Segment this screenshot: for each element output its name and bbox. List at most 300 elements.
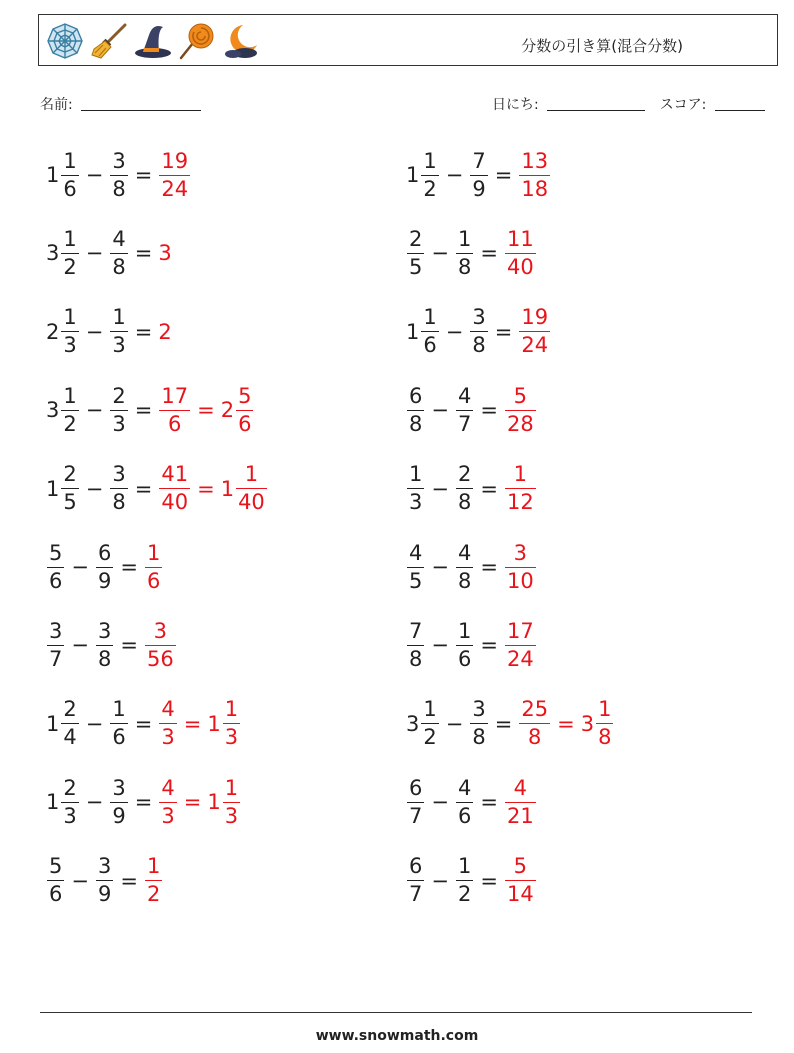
header-icons <box>45 21 261 61</box>
subtrahend-denominator: 9 <box>472 176 486 201</box>
answer-equals-sign: = <box>183 711 202 736</box>
subtrahend <box>109 148 128 201</box>
minuend-numerator: 5 <box>49 854 63 879</box>
page-title: 分数の引き算(混合分数) <box>521 37 683 55</box>
answer <box>518 148 551 201</box>
subtrahend-fraction <box>456 618 473 671</box>
answer-value-denominator: 12 <box>506 490 534 515</box>
subtrahend-denominator: 3 <box>112 411 126 436</box>
minuend-denominator: 5 <box>63 490 77 515</box>
subtrahend <box>109 307 128 356</box>
answer-value-fraction <box>145 618 176 671</box>
minus-sign: − <box>85 319 104 344</box>
answer-value-fraction <box>519 699 550 748</box>
subtrahend-fraction <box>456 775 473 828</box>
minuend-numerator: 5 <box>49 540 63 565</box>
minuend-fraction <box>407 856 424 905</box>
minus-sign: − <box>71 633 89 658</box>
subtrahend <box>455 775 474 828</box>
equals-sign: = <box>494 319 513 344</box>
equals-sign: = <box>134 163 153 187</box>
subtrahend-numerator: 4 <box>112 226 126 251</box>
answer-value-numerator: 1 <box>146 854 161 879</box>
equals-sign: = <box>134 711 153 736</box>
answer-value-numerator: 4 <box>513 775 528 800</box>
answer-value <box>504 383 537 436</box>
answer-mixed-fraction <box>596 699 613 748</box>
minuend-fraction <box>61 775 78 828</box>
header-box <box>38 14 778 66</box>
equals-sign: = <box>134 398 153 423</box>
problem-item <box>406 850 537 912</box>
minuend <box>406 856 425 905</box>
minuend <box>46 699 80 748</box>
equals-sign: = <box>480 241 498 266</box>
minuend-denominator: 6 <box>423 333 437 358</box>
answer-value <box>504 775 537 828</box>
answer-value <box>504 464 537 513</box>
subtrahend-denominator: 8 <box>472 725 486 750</box>
minus-sign: − <box>71 555 89 579</box>
date-blank[interactable] <box>547 109 645 111</box>
subtrahend-fraction <box>110 226 127 279</box>
score-blank[interactable] <box>715 109 765 111</box>
problem-item <box>46 771 241 833</box>
subtrahend <box>469 699 488 748</box>
minuend-denominator: 3 <box>63 803 77 828</box>
subtrahend-numerator: 3 <box>112 148 126 173</box>
answer-value-denominator: 3 <box>161 725 175 750</box>
answer-mixed-whole: 1 <box>207 790 221 815</box>
subtrahend <box>469 307 488 356</box>
answer-value <box>504 540 537 593</box>
answer-value-fraction <box>505 540 536 593</box>
minuend-numerator: 2 <box>63 775 77 800</box>
answer-value <box>158 320 172 344</box>
answer-equals-sign: = <box>557 711 575 736</box>
subtrahend <box>455 383 474 436</box>
minuend-whole: 1 <box>406 163 420 187</box>
minuend-denominator: 4 <box>63 725 77 750</box>
answer-value-fraction <box>159 383 190 436</box>
answer <box>158 699 241 748</box>
answer-value-numerator: 17 <box>161 383 189 408</box>
minus-sign: − <box>85 711 104 736</box>
subtrahend-numerator: 3 <box>472 697 486 722</box>
answer-value <box>504 226 537 279</box>
lollipop-icon <box>177 21 217 61</box>
answer-mixed <box>581 699 615 748</box>
minuend-denominator: 7 <box>409 882 423 907</box>
minuend-numerator: 6 <box>409 383 423 408</box>
minuend-numerator: 1 <box>63 148 77 173</box>
minuend-numerator: 1 <box>423 148 437 173</box>
minuend <box>406 226 425 279</box>
problem-item <box>406 458 537 520</box>
problem-item <box>406 614 537 676</box>
answer-value-denominator: 24 <box>161 176 189 201</box>
problem-item <box>406 301 551 363</box>
subtrahend-numerator: 3 <box>112 462 126 487</box>
answer-mixed-numerator: 1 <box>244 462 259 487</box>
answer-value-denominator: 8 <box>528 725 542 750</box>
minuend-fraction <box>421 148 438 201</box>
minuend-numerator: 1 <box>63 226 77 251</box>
subtrahend <box>109 775 128 828</box>
minuend-numerator: 4 <box>409 540 423 565</box>
subtrahend <box>109 226 128 279</box>
subtrahend-denominator: 8 <box>472 333 486 358</box>
answer-equals-sign: = <box>183 790 202 815</box>
minuend-whole: 3 <box>46 241 60 266</box>
answer-mixed-fraction <box>236 464 267 513</box>
answer-value <box>144 618 177 671</box>
name-blank[interactable] <box>81 109 201 111</box>
answer-value-denominator: 24 <box>506 646 534 671</box>
equals-sign: = <box>134 319 153 344</box>
minuend-whole: 1 <box>46 711 60 736</box>
minuend-whole: 3 <box>46 398 60 423</box>
answer-value-denominator: 10 <box>506 568 534 593</box>
minuend-denominator: 2 <box>423 176 437 201</box>
minuend-numerator: 2 <box>409 226 423 251</box>
subtrahend-fraction <box>456 383 473 436</box>
answer-value-denominator: 14 <box>506 882 534 907</box>
subtrahend-denominator: 7 <box>457 411 472 436</box>
answer-mixed-fraction <box>236 383 253 436</box>
answer-value-numerator: 25 <box>521 697 549 722</box>
answer-mixed-numerator: 1 <box>224 697 239 722</box>
problem-item <box>46 144 191 206</box>
answer <box>144 540 163 593</box>
minuend <box>406 383 425 436</box>
subtrahend-numerator: 4 <box>457 775 472 800</box>
problem-item <box>46 850 163 912</box>
minuend <box>46 148 80 201</box>
problem-item <box>406 771 537 833</box>
subtrahend-denominator: 9 <box>112 803 126 828</box>
subtrahend-fraction <box>110 383 127 436</box>
subtrahend-denominator: 9 <box>97 568 112 593</box>
problem-item <box>46 222 173 284</box>
subtrahend-denominator: 6 <box>112 725 126 750</box>
subtrahend-fraction <box>470 148 487 201</box>
answer-value-denominator: 56 <box>146 646 174 671</box>
minuend-denominator: 5 <box>409 568 423 593</box>
answer-mixed <box>220 383 255 436</box>
answer <box>518 699 614 748</box>
answer-mixed <box>207 775 241 828</box>
subtrahend <box>109 464 128 513</box>
subtrahend-denominator: 9 <box>97 882 112 907</box>
subtrahend-denominator: 8 <box>457 568 472 593</box>
witch-hat-icon <box>133 21 173 61</box>
subtrahend <box>95 540 114 593</box>
subtrahend-numerator: 1 <box>457 618 472 643</box>
answer-equals-sign: = <box>197 398 215 423</box>
answer-mixed-whole: 2 <box>220 398 235 423</box>
subtrahend-numerator: 3 <box>112 775 126 800</box>
answer-value-numerator: 5 <box>513 383 528 408</box>
minuend-numerator: 7 <box>409 618 423 643</box>
answer-value <box>144 856 163 905</box>
answer-value-fraction <box>145 540 162 593</box>
answer <box>158 148 191 201</box>
minuend <box>406 699 440 748</box>
name-field <box>40 94 201 114</box>
answer-value-fraction <box>159 464 190 513</box>
minuend <box>406 148 440 201</box>
minuend-denominator: 5 <box>409 254 423 279</box>
subtrahend-numerator: 3 <box>97 618 112 643</box>
minuend-fraction <box>47 540 64 593</box>
equals-sign: = <box>480 633 498 658</box>
minuend-denominator: 8 <box>409 646 423 671</box>
minuend-whole: 1 <box>46 790 60 815</box>
minuend <box>46 226 80 279</box>
subtrahend-fraction <box>456 464 473 513</box>
answer-value <box>518 148 551 201</box>
answer-value-denominator: 3 <box>161 803 175 828</box>
minus-sign: − <box>85 790 104 815</box>
answer <box>504 540 537 593</box>
subtrahend-numerator: 2 <box>112 383 126 408</box>
answer-value-numerator: 4 <box>161 697 175 722</box>
minus-sign: − <box>445 319 464 344</box>
subtrahend-numerator: 3 <box>472 305 486 330</box>
equals-sign: = <box>120 555 138 579</box>
subtrahend-denominator: 6 <box>457 803 472 828</box>
minuend-fraction <box>407 383 424 436</box>
subtrahend-fraction <box>470 699 487 748</box>
answer-mixed-whole: 1 <box>207 711 221 736</box>
answer-value-numerator: 5 <box>513 854 528 879</box>
answer-value-denominator: 21 <box>506 803 534 828</box>
subtrahend-fraction <box>470 307 487 356</box>
subtrahend-numerator: 1 <box>457 226 472 251</box>
minus-sign: − <box>431 555 449 579</box>
minuend-whole: 2 <box>46 319 60 344</box>
answer <box>158 320 172 344</box>
moon-icon <box>221 21 261 61</box>
name-label: 名前: <box>40 97 73 113</box>
problem-item <box>406 536 537 598</box>
subtrahend <box>95 856 114 905</box>
subtrahend-numerator: 7 <box>472 148 486 173</box>
subtrahend-fraction <box>456 856 473 905</box>
answer-value-fraction <box>159 148 190 201</box>
minuend <box>406 464 425 513</box>
answer-equals-sign: = <box>197 476 215 501</box>
minus-sign: − <box>71 868 89 893</box>
answer <box>504 618 537 671</box>
subtrahend-fraction <box>110 775 127 828</box>
problem-item <box>406 693 614 755</box>
minuend-numerator: 3 <box>49 618 63 643</box>
equals-sign: = <box>134 476 153 501</box>
subtrahend-fraction <box>110 148 127 201</box>
footer-site: www.snowmath.com <box>315 1028 479 1044</box>
minuend-whole: 1 <box>46 476 60 501</box>
answer-value-numerator: 3 <box>513 540 528 565</box>
date-label: 日にち: <box>492 97 539 113</box>
minuend-fraction <box>421 307 438 356</box>
answer-mixed-whole: 1 <box>220 476 235 501</box>
equals-sign: = <box>480 398 498 423</box>
answer-value-fraction <box>159 775 176 828</box>
subtrahend-fraction <box>96 540 113 593</box>
answer <box>144 856 163 905</box>
answer-value <box>158 775 177 828</box>
answer-value-whole: 3 <box>158 241 172 266</box>
answer-value-fraction <box>519 148 550 201</box>
answer-mixed-numerator: 5 <box>238 383 252 408</box>
minuend-fraction <box>61 226 78 279</box>
minuend-fraction <box>61 307 78 356</box>
subtrahend-denominator: 8 <box>112 176 126 201</box>
answer-mixed-whole: 3 <box>580 711 595 736</box>
answer-value-fraction <box>145 856 162 905</box>
minuend-numerator: 2 <box>63 462 77 487</box>
minuend <box>46 618 65 671</box>
answer-value-denominator: 18 <box>521 176 549 201</box>
minuend-numerator: 1 <box>63 305 77 330</box>
equals-sign: = <box>480 790 498 815</box>
problem-item <box>46 536 163 598</box>
minus-sign: − <box>445 163 464 187</box>
minuend <box>406 618 425 671</box>
answer-value-numerator: 19 <box>521 305 549 330</box>
answer-value-fraction <box>505 856 536 905</box>
minus-sign: − <box>431 868 449 893</box>
subtrahend-denominator: 3 <box>112 333 126 358</box>
equals-sign: = <box>480 555 498 579</box>
answer-value-numerator: 1 <box>513 462 528 487</box>
minuend-fraction <box>407 464 424 513</box>
minuend-denominator: 2 <box>423 725 437 750</box>
subtrahend-fraction <box>110 464 127 513</box>
minuend-fraction <box>407 540 424 593</box>
answer-value-denominator: 40 <box>161 490 189 515</box>
minuend-numerator: 6 <box>409 775 423 800</box>
minuend-fraction <box>47 618 64 671</box>
answer-value <box>144 540 163 593</box>
minuend-fraction <box>61 148 78 201</box>
minuend <box>46 856 65 905</box>
subtrahend-fraction <box>96 618 113 671</box>
answer-value <box>504 856 537 905</box>
answer <box>504 464 537 513</box>
answer-value-numerator: 11 <box>506 226 534 251</box>
subtrahend-numerator: 1 <box>112 697 126 722</box>
answer-value <box>158 241 172 265</box>
answer-value-denominator: 6 <box>146 568 161 593</box>
minuend <box>46 540 65 593</box>
equals-sign: = <box>134 790 153 815</box>
minus-sign: − <box>431 633 449 658</box>
subtrahend-denominator: 8 <box>457 490 472 515</box>
answer-value-fraction <box>505 618 536 671</box>
answer-value-numerator: 4 <box>161 775 175 800</box>
minuend-fraction <box>407 226 424 279</box>
problem-item <box>406 379 537 441</box>
subtrahend <box>109 383 128 436</box>
subtrahend-fraction <box>110 699 127 748</box>
answer <box>158 775 241 828</box>
answer-value-fraction <box>505 464 536 513</box>
minus-sign: − <box>431 476 449 501</box>
subtrahend-numerator: 4 <box>457 540 472 565</box>
subtrahend-denominator: 8 <box>112 490 126 515</box>
minuend <box>46 307 80 356</box>
answer-value <box>158 148 191 201</box>
subtrahend-fraction <box>456 540 473 593</box>
subtrahend <box>455 226 474 279</box>
problem-item <box>46 458 268 520</box>
subtrahend-denominator: 6 <box>457 646 472 671</box>
answer <box>158 383 254 436</box>
minuend-denominator: 3 <box>409 490 423 515</box>
minuend-fraction <box>407 775 424 828</box>
answer-value <box>158 464 191 513</box>
minuend <box>46 464 80 513</box>
problem-item <box>46 301 173 363</box>
answer-value <box>158 383 191 436</box>
answer-mixed <box>221 464 268 513</box>
subtrahend-fraction <box>110 307 127 356</box>
minuend-denominator: 3 <box>63 333 77 358</box>
minus-sign: − <box>431 790 449 815</box>
minuend-whole: 1 <box>406 319 420 344</box>
subtrahend-fraction <box>96 856 113 905</box>
answer-value-denominator: 24 <box>521 333 549 358</box>
answer-mixed-denominator: 8 <box>598 725 612 750</box>
subtrahend <box>455 856 474 905</box>
broom-icon <box>89 21 129 61</box>
minuend-denominator: 7 <box>409 803 423 828</box>
answer-value-fraction <box>505 775 536 828</box>
answer-mixed-denominator: 6 <box>238 411 252 436</box>
minuend <box>46 775 80 828</box>
minuend-numerator: 6 <box>409 854 423 879</box>
answer <box>518 307 551 356</box>
minus-sign: − <box>85 163 104 187</box>
subtrahend <box>455 464 474 513</box>
answer-mixed-fraction <box>223 699 240 748</box>
minuend-fraction <box>47 856 64 905</box>
answer-value-numerator: 1 <box>146 540 161 565</box>
answer-value-denominator: 40 <box>506 254 534 279</box>
answer <box>504 226 537 279</box>
answer-mixed <box>207 699 241 748</box>
answer <box>144 618 177 671</box>
minus-sign: − <box>85 398 104 423</box>
problem-item <box>46 379 254 441</box>
answer-value-whole: 2 <box>158 319 172 344</box>
answer-mixed-denominator: 3 <box>224 725 239 750</box>
minuend-numerator: 1 <box>409 462 423 487</box>
minus-sign: − <box>431 241 449 266</box>
subtrahend <box>109 699 128 748</box>
subtrahend <box>455 618 474 671</box>
minus-sign: − <box>445 711 464 736</box>
minuend-denominator: 6 <box>63 176 77 201</box>
answer <box>504 856 537 905</box>
answer-value-denominator: 28 <box>506 411 534 436</box>
minuend-whole: 3 <box>406 711 420 736</box>
minuend-denominator: 8 <box>409 411 423 436</box>
subtrahend-denominator: 8 <box>97 646 112 671</box>
